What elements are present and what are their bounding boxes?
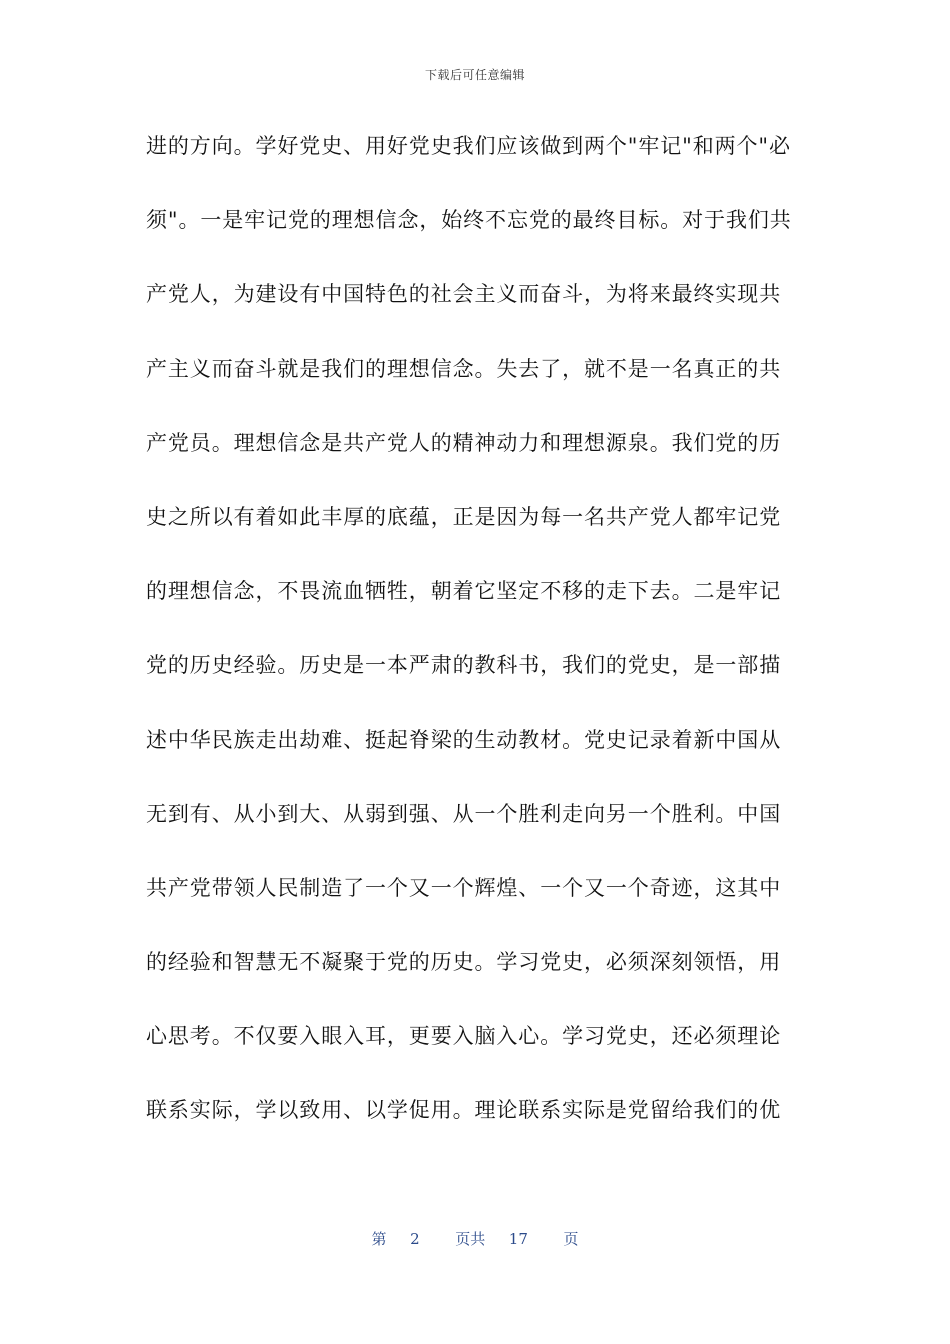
text-line: 心思考。不仅要入眼入耳，更要入脑入心。学习党史，还必须理论 (146, 1024, 782, 1049)
text-line: 进的方向。学好党史、用好党史我们应该做到两个"牢记"和两个"必 (146, 134, 791, 158)
text-line: 产党人，为建设有中国特色的社会主义而奋斗，为将来最终实现共 (146, 282, 782, 307)
footer-total-pages: 17 (508, 1230, 528, 1248)
footer-suffix: 页 (563, 1230, 579, 1248)
text-line: 无到有、从小到大、从弱到强、从一个胜利走向另一个胜利。中国 (146, 801, 782, 826)
body-text (146, 115, 806, 1154)
text-line: 史之所以有着如此丰厚的底蕴，正是因为每一名共产党人都牢记党 (146, 504, 782, 529)
footer-middle: 页共 (455, 1230, 486, 1248)
text-line: 的理想信念，不畏流血牺牲，朝着它坚定不移的走下去。二是牢记 (146, 579, 782, 604)
page-footer (0, 1228, 950, 1249)
text-line: 联系实际，学以致用、以学促用。理论联系实际是党留给我们的优 (146, 1098, 782, 1123)
text-line: 党的历史经验。历史是一本严肃的教科书，我们的党史，是一部描 (146, 653, 782, 678)
footer-current-page: 2 (410, 1230, 420, 1248)
footer-prefix: 第 (371, 1230, 387, 1248)
text-line: 述中华民族走出劫难、挺起脊梁的生动教材。党史记录着新中国从 (146, 727, 782, 752)
text-line: 须"。一是牢记党的理想信念，始终不忘党的最终目标。对于我们共 (146, 208, 792, 233)
text-line: 共产党带领人民制造了一个又一个辉煌、一个又一个奇迹，这其中 (146, 875, 782, 900)
text-line: 产党员。理想信念是共产党人的精神动力和理想源泉。我们党的历 (146, 430, 782, 455)
text-line: 的经验和智慧无不凝聚于党的历史。学习党史，必须深刻领悟，用 (146, 950, 782, 975)
header-note: 下载后可任意编辑 (424, 68, 525, 82)
text-line: 产主义而奋斗就是我们的理想信念。失去了，就不是一名真正的共 (146, 356, 782, 381)
